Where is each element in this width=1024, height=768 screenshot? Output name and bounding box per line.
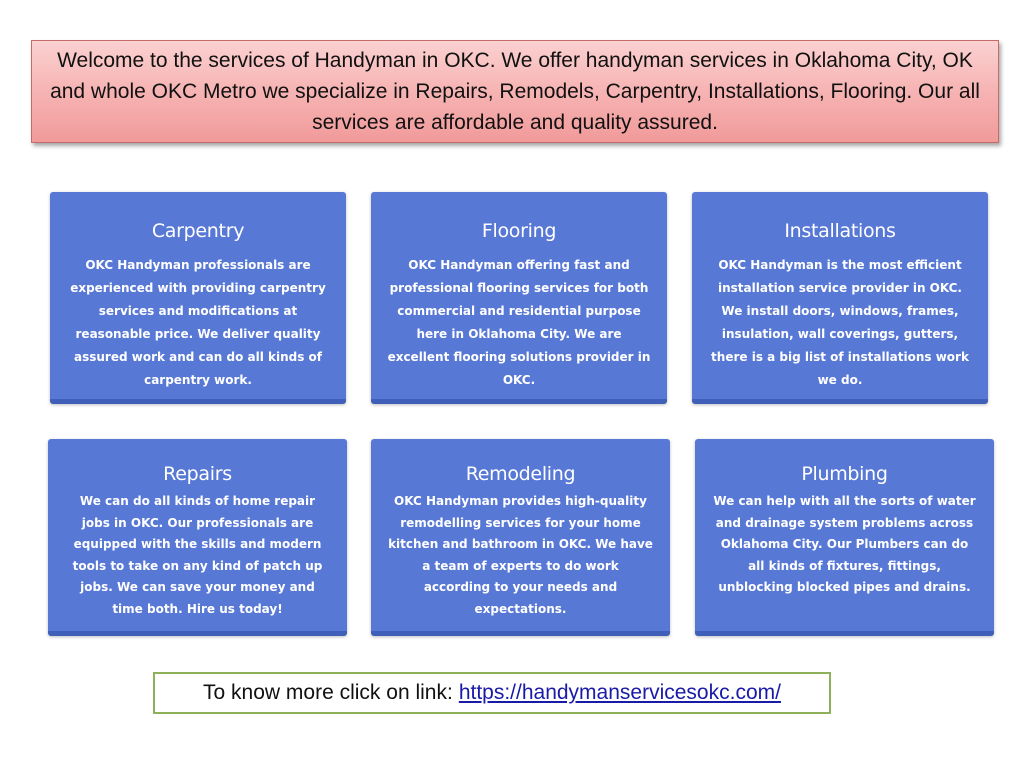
- service-card-flooring: [371, 192, 667, 404]
- service-card-plumbing: [695, 439, 994, 636]
- service-description: OKC Handyman offering fast and professional flooring services for both commercial and residential purpose here in Oklahoma City. We are excellent flooring solutions provider in OKC.: [387, 258, 651, 387]
- service-title: Installations: [784, 220, 896, 242]
- service-title: Plumbing: [801, 463, 888, 485]
- service-card-installations: [692, 192, 988, 404]
- service-title: Flooring: [481, 220, 557, 242]
- website-link[interactable]: https://handymanservicesokc.com/: [458, 681, 781, 704]
- service-description: OKC Handyman provides high-quality remodelling services for your home kitchen and bathroom in OKC. We have a team of experts to do work according to your needs and expectations.: [388, 494, 653, 616]
- service-card-carpentry: [50, 192, 346, 404]
- service-title: Repairs: [163, 463, 232, 485]
- more-info-prompt: To know more click on link:: [203, 681, 453, 704]
- welcome-text: Welcome to the services of Handyman in OKC. We offer handyman services in Oklahoma City, OK and whole OKC Metro we specialize in Repairs, Remodels, Carpentry, Installations, Flooring. Our all services are affordable and quality assured.: [50, 49, 980, 134]
- service-description: We can help with all the sorts of water and drainage system problems across Oklahoma City. Our Plumbers can do all kinds of fixtures, fittings, unblocking blocked pipes and drains.: [713, 494, 976, 594]
- service-card-remodeling: [371, 439, 670, 636]
- service-description: OKC Handyman is the most efficient installation service provider in OKC. We install doors, windows, frames, insulation, wall coverings, gutters, there is a big list of installations work we do.: [711, 258, 969, 387]
- service-card-repairs: [48, 439, 347, 636]
- service-title: Remodeling: [465, 463, 576, 485]
- more-info-box: [153, 672, 831, 714]
- service-description: We can do all kinds of home repair jobs in OKC. Our professionals are equipped with the skills and modern tools to take on any kind of patch up jobs. We can save your money and time both. Hire us today!: [72, 494, 323, 616]
- service-title: Carpentry: [151, 220, 245, 242]
- welcome-banner: [31, 40, 999, 143]
- service-description: OKC Handyman professionals are experienced with providing carpentry services and modifications at reasonable price. We deliver quality assured work and can do all kinds of carpentry work.: [70, 258, 326, 387]
